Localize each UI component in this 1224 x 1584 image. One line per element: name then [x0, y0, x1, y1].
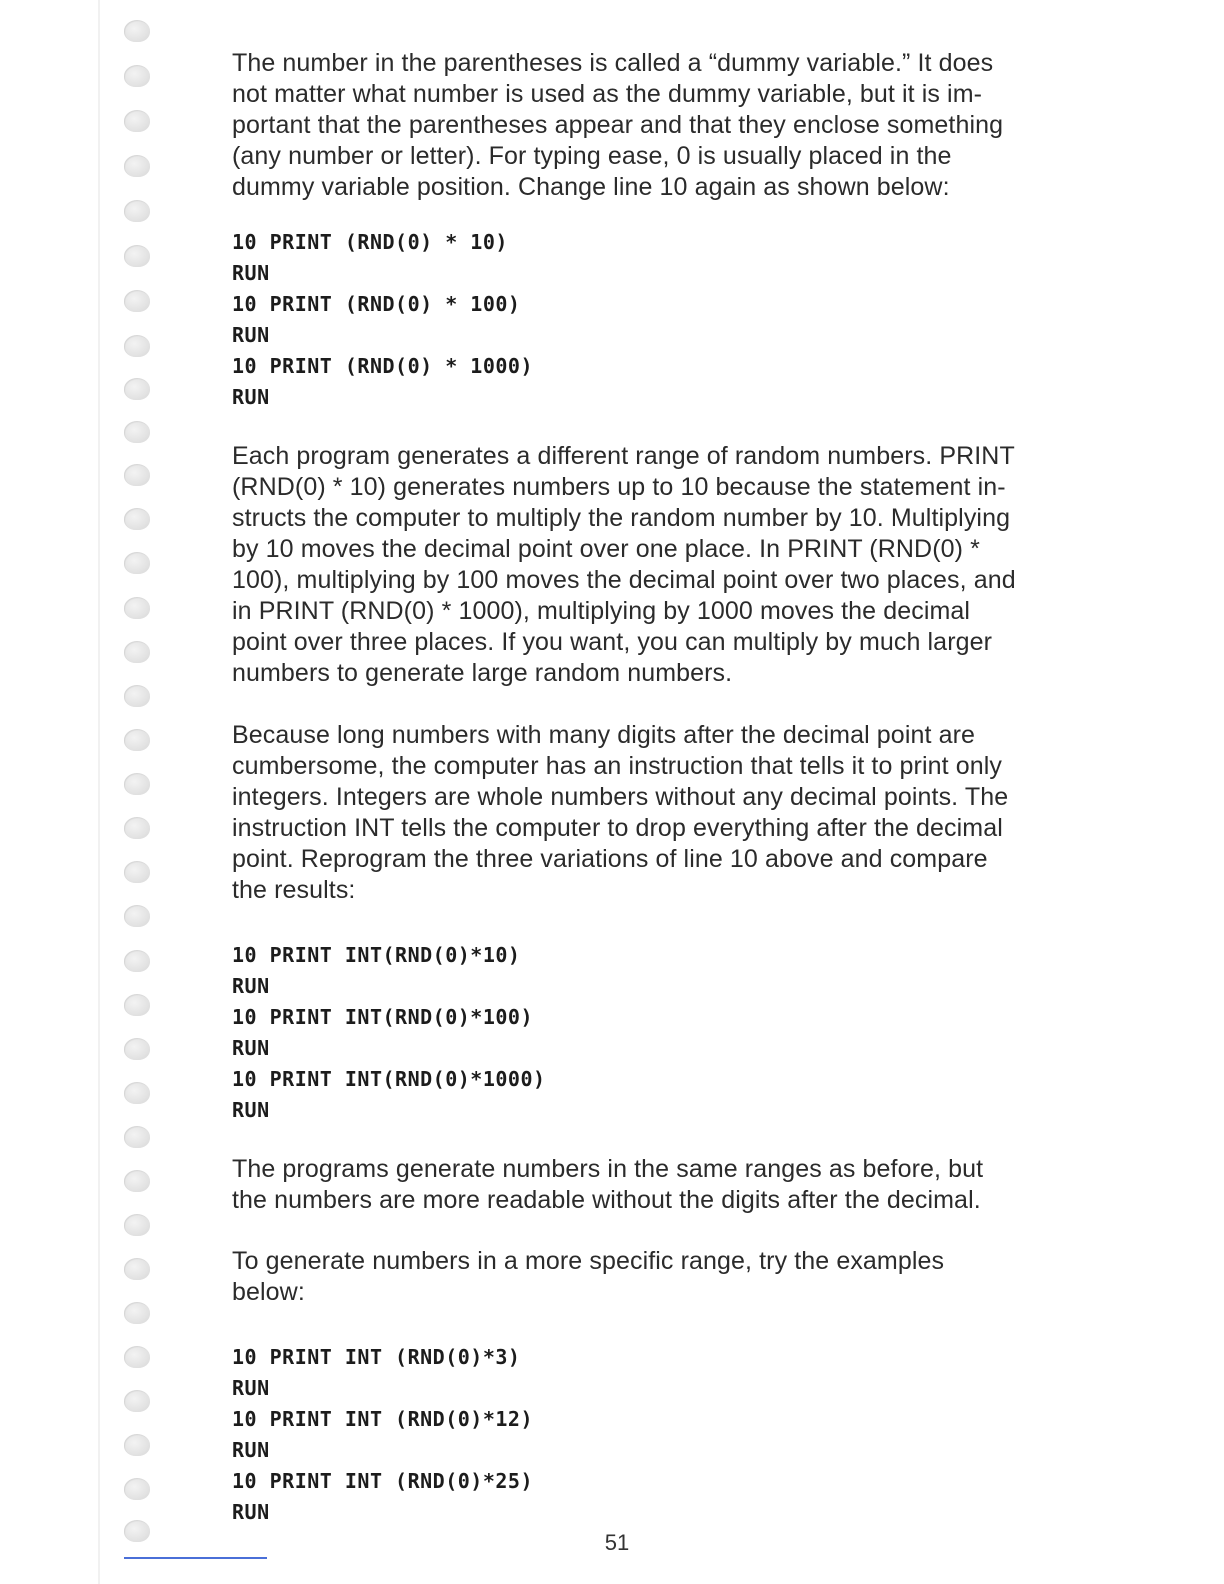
code-line: 10 PRINT (RND(0) * 1000) [232, 354, 533, 378]
code-block-int [232, 940, 1082, 1126]
text-line: structs the computer to multiply the random number by 10. Multiplying [232, 504, 1011, 532]
code-line: RUN [232, 1036, 270, 1060]
text-line: dummy variable position. Change line 10 again as shown below: [232, 173, 950, 201]
punch-hole [124, 994, 150, 1016]
punch-hole [124, 378, 150, 400]
text-line: point over three places. If you want, you can multiply by much larger [232, 628, 993, 656]
text-line: not matter what number is used as the dummy variable, but it is im- [232, 80, 983, 108]
punch-hole [124, 155, 150, 177]
punch-hole [124, 464, 150, 486]
text-line: point. Reprogram the three variations of line 10 above and compare [232, 845, 988, 873]
text-line: numbers to generate large random numbers. [232, 659, 733, 687]
paragraph-dummy-variable [232, 48, 1082, 203]
code-line: 10 PRINT (RND(0) * 10) [232, 230, 508, 254]
code-line: RUN [232, 1098, 270, 1122]
paragraph-specific-range [232, 1246, 1082, 1308]
text-line: instruction INT tells the computer to drop everything after the decimal [232, 814, 1003, 842]
text-line: (any number or letter). For typing ease, 0 is usually placed in the [232, 142, 952, 170]
punch-hole [124, 421, 150, 443]
punch-hole [124, 1302, 150, 1324]
punch-hole [124, 861, 150, 883]
code-line: RUN [232, 1376, 270, 1400]
code-line: 10 PRINT INT(RND(0)*1000) [232, 1067, 546, 1091]
code-line: RUN [232, 1500, 270, 1524]
margin-edge [98, 0, 100, 1584]
text-line: by 10 moves the decimal point over one place. In PRINT (RND(0) * [232, 535, 980, 563]
page-number: 51 [604, 1530, 630, 1555]
code-line: 10 PRINT INT (RND(0)*25) [232, 1469, 533, 1493]
code-line: RUN [232, 261, 270, 285]
text-line: the results: [232, 876, 356, 904]
text-line: in PRINT (RND(0) * 1000), multiplying by 1000 moves the decimal [232, 597, 971, 625]
paragraph-ranges [232, 441, 1082, 689]
punch-hole [124, 1082, 150, 1104]
bottom-rule [124, 1557, 267, 1559]
text-line: The programs generate numbers in the same ranges as before, but [232, 1155, 984, 1183]
text-line: The number in the parentheses is called a “dummy variable.” It does [232, 49, 994, 77]
punch-hole [124, 1434, 150, 1456]
punch-hole [124, 552, 150, 574]
code-line: 10 PRINT INT(RND(0)*100) [232, 1005, 533, 1029]
punch-hole [124, 290, 150, 312]
punch-hole [124, 110, 150, 132]
punch-hole [124, 773, 150, 795]
punch-hole [124, 1390, 150, 1412]
punch-hole [124, 597, 150, 619]
code-line: 10 PRINT INT (RND(0)*3) [232, 1345, 521, 1369]
punch-hole [124, 641, 150, 663]
punch-hole [124, 20, 150, 42]
punch-hole [124, 200, 150, 222]
text-line: (RND(0) * 10) generates numbers up to 10 because the statement in- [232, 473, 1006, 501]
code-line: RUN [232, 385, 270, 409]
punch-hole [124, 1346, 150, 1368]
text-line: the numbers are more readable without the digits after the decimal. [232, 1186, 981, 1214]
punch-hole [124, 905, 150, 927]
text-line: below: [232, 1278, 305, 1306]
punch-hole [124, 1038, 150, 1060]
code-block-rnd [232, 227, 1082, 413]
text-line: integers. Integers are whole numbers without any decimal points. The [232, 783, 1009, 811]
punch-hole [124, 65, 150, 87]
punch-hole [124, 729, 150, 751]
code-line: RUN [232, 323, 270, 347]
code-line: RUN [232, 1438, 270, 1462]
text-line: portant that the parentheses appear and that they enclose something [232, 111, 1004, 139]
code-line: 10 PRINT INT(RND(0)*10) [232, 943, 521, 967]
punch-hole [124, 817, 150, 839]
punch-hole [124, 950, 150, 972]
punch-hole [124, 685, 150, 707]
text-line: Because long numbers with many digits after the decimal point are [232, 721, 975, 749]
punch-hole [124, 1170, 150, 1192]
code-line: 10 PRINT INT (RND(0)*12) [232, 1407, 533, 1431]
binding-margin [0, 0, 98, 1584]
punch-hole [124, 1214, 150, 1236]
punch-hole [124, 1126, 150, 1148]
text-line: 100), multiplying by 100 moves the decimal point over two places, and [232, 566, 1016, 594]
paragraph-integers [232, 720, 1082, 906]
punch-hole [124, 508, 150, 530]
text-line: cumbersome, the computer has an instruction that tells it to print only [232, 752, 1002, 780]
page-body [232, 48, 1082, 1528]
paragraph-readable [232, 1154, 1082, 1216]
text-line: To generate numbers in a more specific range, try the examples [232, 1247, 945, 1275]
punch-hole [124, 1258, 150, 1280]
punch-hole [124, 245, 150, 267]
text-line: Each program generates a different range of random numbers. PRINT [232, 442, 1015, 470]
code-block-specific [232, 1342, 1082, 1528]
code-line: 10 PRINT (RND(0) * 100) [232, 292, 521, 316]
punch-hole [124, 1478, 150, 1500]
code-line: RUN [232, 974, 270, 998]
punch-hole [124, 335, 150, 357]
